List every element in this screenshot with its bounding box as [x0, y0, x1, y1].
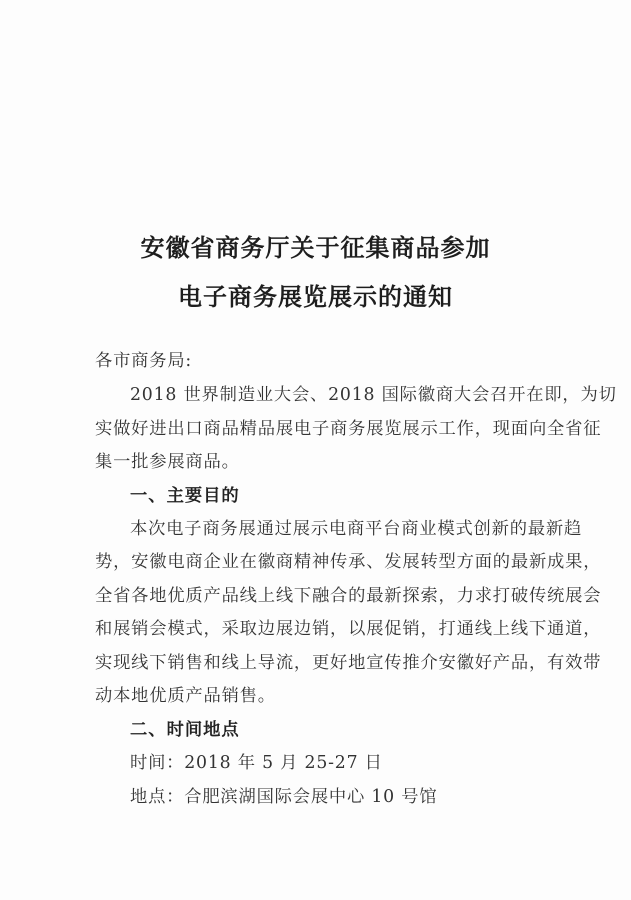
event-time: 时间：2018 年 5 月 25-27 日 — [130, 753, 383, 773]
salutation: 各市商务局: — [95, 351, 193, 371]
document-title-line-1: 安徽省商务厅关于征集商品参加 — [140, 234, 491, 262]
event-place: 地点：合肥滨湖国际会展中心 10 号馆 — [130, 787, 438, 807]
purpose-line: 全省各地优质产品线上线下融合的最新探索，力求打破传统展会 — [95, 586, 602, 606]
document-title-line-2: 电子商务展览展示的通知 — [178, 283, 453, 311]
purpose-line: 势，安徽电商企业在徽商精神传承、发展转型方面的最新成果， — [95, 552, 602, 572]
purpose-line: 本次电子商务展通过展示电商平台商业模式创新的最新趋 — [130, 519, 583, 539]
intro-line: 集一批参展商品。 — [95, 452, 240, 472]
section-heading-purpose: 一、主要目的 — [130, 486, 240, 506]
purpose-line: 实现线下销售和线上导流，更好地宣传推介安徽好产品，有效带 — [95, 653, 602, 673]
intro-line: 实做好进出口商品精品展电子商务展览展示工作，现面向全省征 — [95, 419, 602, 439]
purpose-line: 动本地优质产品销售。 — [95, 686, 276, 706]
purpose-line: 和展销会模式，采取边展边销，以展促销，打通线上线下通道， — [95, 619, 602, 639]
section-heading-time-place: 二、时间地点 — [130, 720, 240, 740]
intro-line: 2018 世界制造业大会、2018 国际徽商大会召开在即，为切 — [130, 385, 617, 405]
